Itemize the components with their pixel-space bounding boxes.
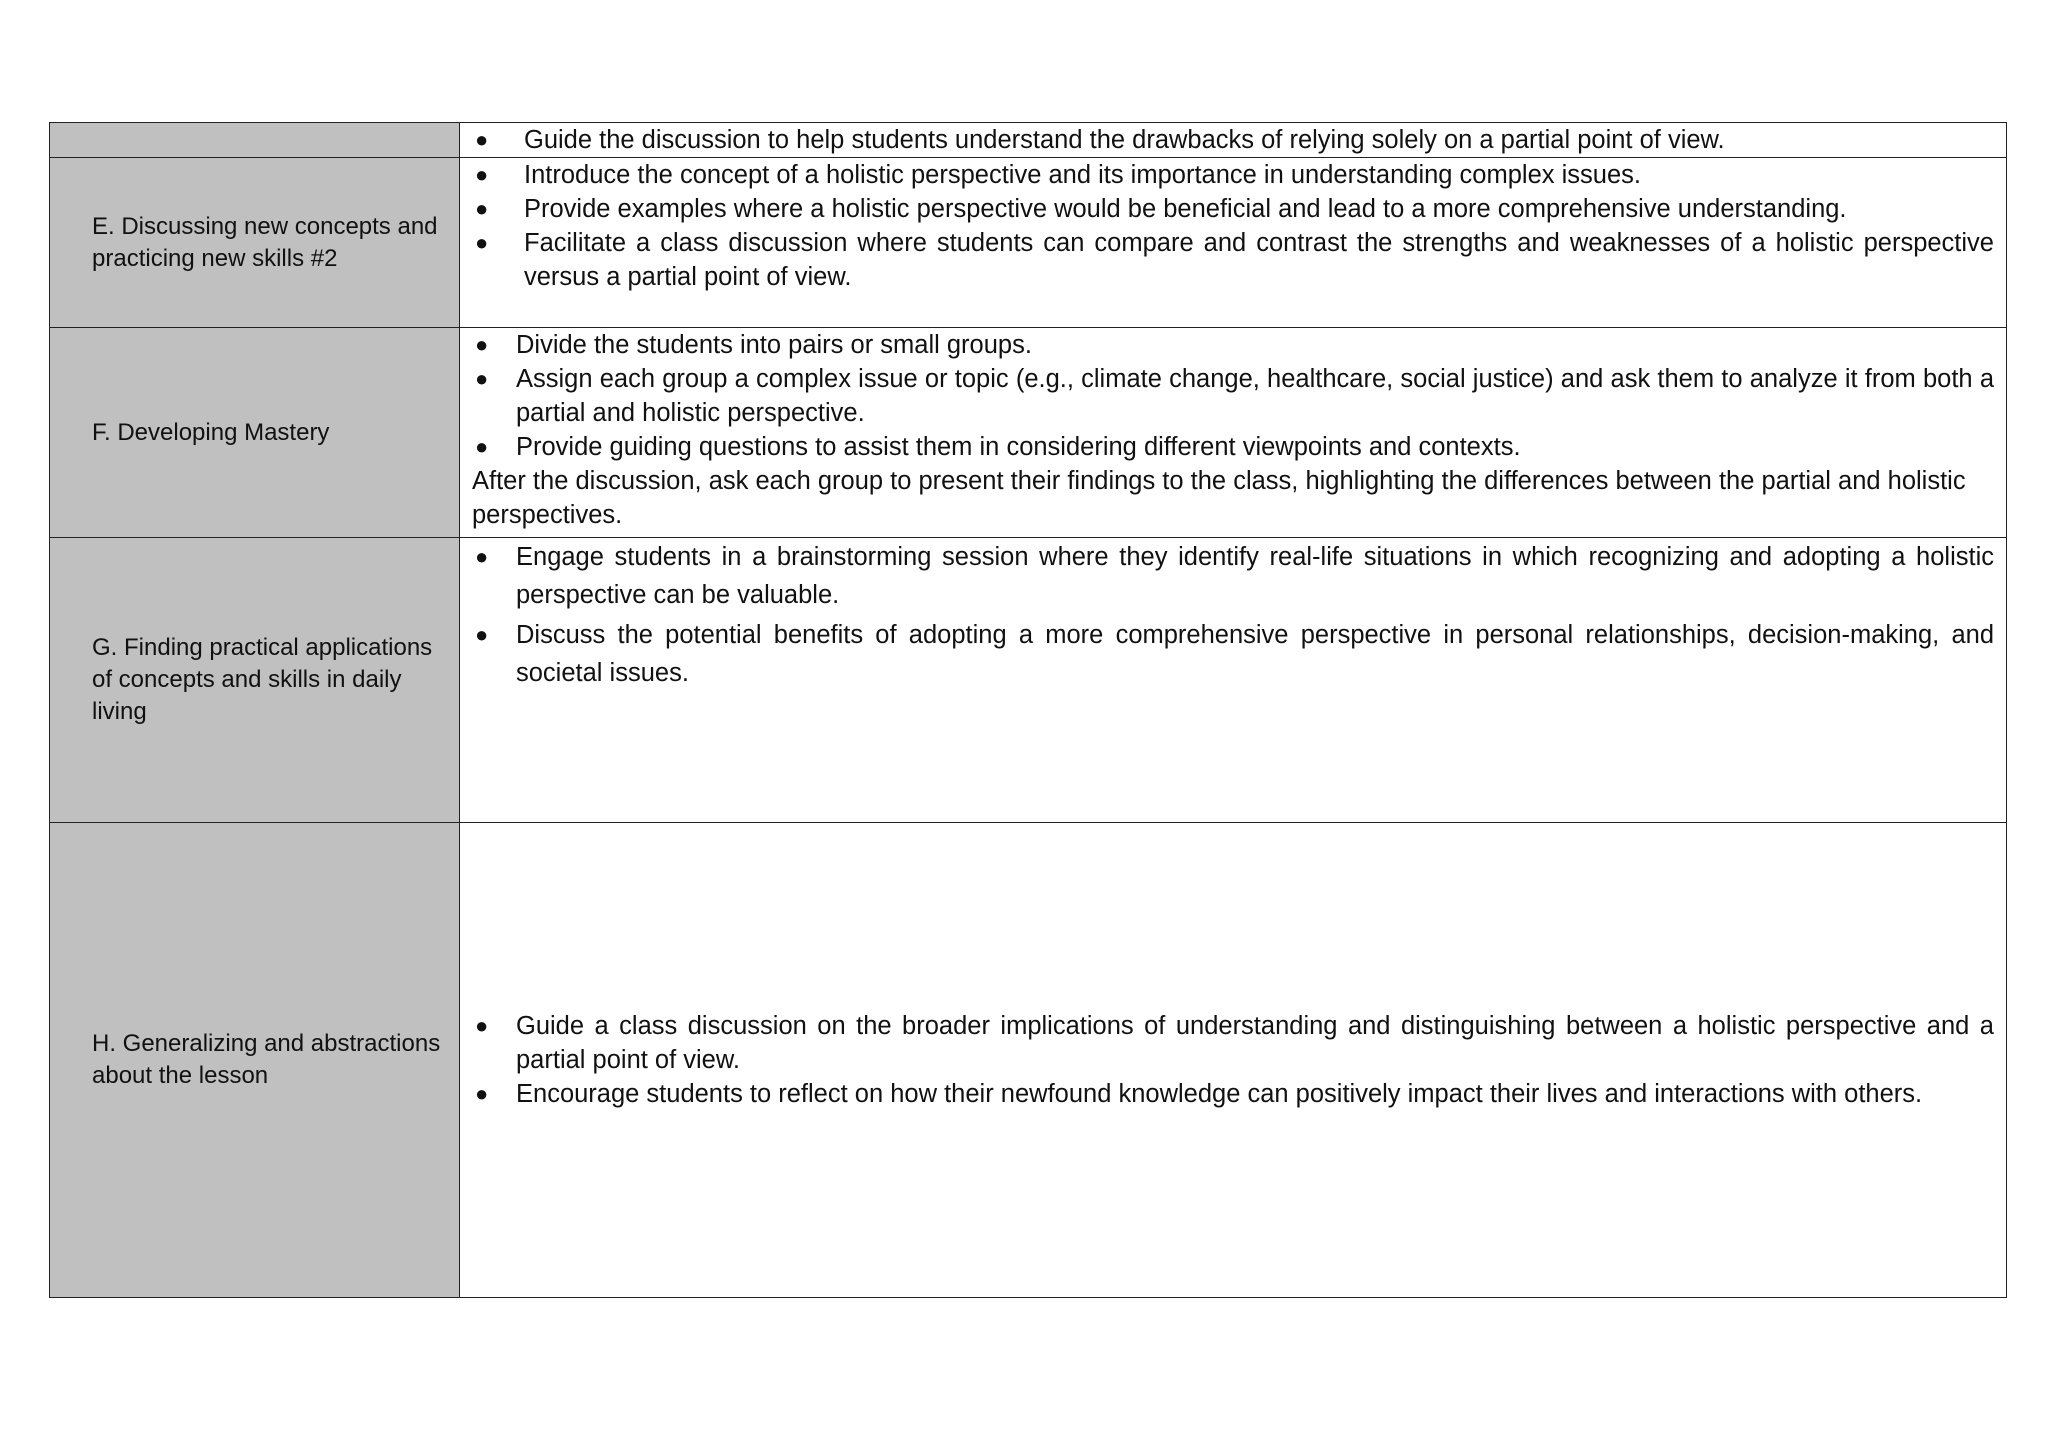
row-label-cell [50, 123, 460, 158]
bullet-icon: ● [475, 196, 489, 221]
bullet-icon: ● [475, 366, 489, 391]
list-item: ● Encourage students to reflect on how their newfound knowledge can positively impact their lives and interactions with others. [472, 1077, 1994, 1111]
list-item: ● Introduce the concept of a holistic perspective and its importance in understanding complex issues. [472, 158, 1994, 192]
row-content-cell [460, 823, 2007, 1298]
bullet-list [472, 123, 1994, 157]
bullet-list [472, 538, 1994, 692]
list-item: ● Guide a class discussion on the broader implications of understanding and distinguishing between a holistic perspective and a partial point of view. [472, 1009, 1994, 1077]
summary-paragraph: After the discussion, ask each group to present their findings to the class, highlighting the differences between the partial and holistic perspectives. [472, 467, 1966, 529]
bullet-icon: ● [475, 544, 489, 569]
row-label-cell [50, 823, 460, 1298]
bullet-icon: ● [475, 1081, 489, 1106]
row-content-cell [460, 158, 2007, 328]
list-item: ● Facilitate a class discussion where students can compare and contrast the strengths and weaknesses of a holistic perspective versus a partial point of view. [472, 226, 1994, 294]
bullet-icon: ● [475, 127, 489, 152]
row-label-cell [50, 538, 460, 823]
table-row [50, 158, 2007, 328]
lesson-plan-table [49, 122, 2007, 1298]
row-label-cell [50, 328, 460, 538]
list-item: ● Provide guiding questions to assist them in considering different viewpoints and contexts. [472, 430, 1994, 464]
table-row [50, 823, 2007, 1298]
row-label: F. Developing Mastery [92, 418, 330, 446]
list-item: ● Guide the discussion to help students understand the drawbacks of relying solely on a partial point of view. [472, 123, 1994, 157]
bullet-icon: ● [475, 434, 489, 459]
bullet-list [472, 1009, 1994, 1111]
row-content-cell [460, 328, 2007, 538]
bullet-icon: ● [475, 332, 489, 357]
list-item: ● Divide the students into pairs or small groups. [472, 328, 1994, 362]
row-content-cell [460, 538, 2007, 823]
table-row [50, 538, 2007, 823]
bullet-list [472, 328, 1994, 464]
row-label: E. Discussing new concepts and practicing new skills #2 [92, 212, 438, 272]
row-label: G. Finding practical applications of concepts and skills in daily living [92, 634, 433, 725]
bullet-icon: ● [475, 1013, 489, 1038]
table-row [50, 328, 2007, 538]
bullet-icon: ● [475, 622, 489, 647]
row-label-cell [50, 158, 460, 328]
list-item: ● Assign each group a complex issue or topic (e.g., climate change, healthcare, social justice) and ask them to analyze it from both a partial and holistic perspective. [472, 362, 1994, 430]
bullet-icon: ● [475, 162, 489, 187]
list-item: ● Provide examples where a holistic perspective would be beneficial and lead to a more comprehensive understanding. [472, 192, 1994, 226]
list-item: ● Engage students in a brainstorming session where they identify real-life situations in which recognizing and adopting a holistic perspective can be valuable. [472, 538, 1994, 614]
bullet-list [472, 158, 1994, 294]
bullet-icon: ● [475, 230, 489, 255]
list-item: ● Discuss the potential benefits of adopting a more comprehensive perspective in personal relationships, decision-making, and societal issues. [472, 616, 1994, 692]
table-row [50, 123, 2007, 158]
row-content-cell [460, 123, 2007, 158]
row-label: H. Generalizing and abstractions about the lesson [92, 1030, 441, 1089]
